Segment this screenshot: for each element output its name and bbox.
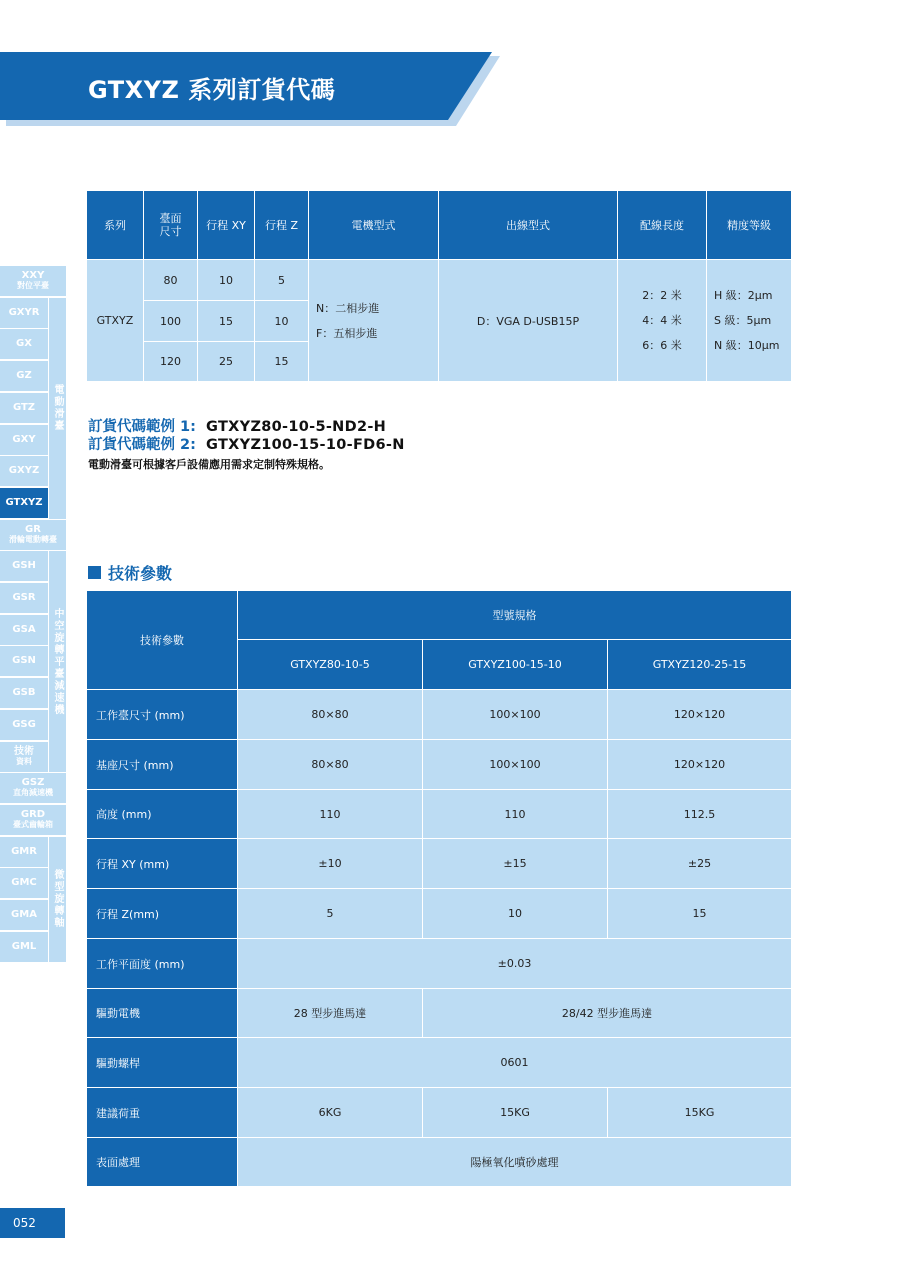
spec-row bbox=[87, 889, 792, 939]
precision-option: N 級：10μm bbox=[714, 339, 780, 352]
header-banner bbox=[0, 52, 500, 124]
spec-row bbox=[87, 839, 792, 889]
spec-cell: 28/42 型步進馬達 bbox=[423, 989, 792, 1038]
sidenav-item-sublabel: 臺式齒輪箱 bbox=[13, 819, 53, 829]
sidenav-item-label: GZ bbox=[16, 370, 32, 382]
spec-row-label: 高度 (mm) bbox=[87, 790, 238, 839]
spec-cell: ±25 bbox=[608, 839, 792, 889]
page-title: GTXYZ 系列訂貨代碼 bbox=[88, 76, 336, 104]
order-row bbox=[87, 260, 792, 301]
sidenav-item-sublabel: 對位平臺 bbox=[17, 281, 49, 290]
spec-cell: 15KG bbox=[608, 1088, 792, 1138]
order-size-cell: 80 bbox=[144, 260, 198, 301]
spec-group-header: 型號規格 bbox=[238, 591, 792, 640]
spec-cell: 陽極氧化噴砂處理 bbox=[238, 1138, 792, 1187]
motor-option: F：五相步進 bbox=[316, 326, 378, 340]
spec-row bbox=[87, 740, 792, 790]
spec-row bbox=[87, 989, 792, 1038]
sidenav-group-label: 中空旋轉平臺減速機 bbox=[49, 551, 66, 772]
order-z-cell: 15 bbox=[255, 342, 309, 382]
sidenav-item-label: GXYZ bbox=[8, 465, 40, 477]
sidenav-item-gtxyz[interactable] bbox=[0, 488, 48, 519]
order-size-cell: 120 bbox=[144, 342, 198, 382]
spec-cell: 10 bbox=[423, 889, 608, 939]
sidenav-item-label: GTZ bbox=[12, 401, 36, 413]
order-header-precision: 精度等級 bbox=[707, 191, 792, 260]
order-header-row bbox=[87, 191, 792, 260]
sidenav-item-label: GSA bbox=[12, 623, 36, 635]
sidenav-item-gr[interactable] bbox=[0, 520, 66, 551]
example-1-label: 訂貨代碼範例 1: bbox=[88, 419, 196, 435]
order-header-series: 系列 bbox=[87, 191, 144, 260]
sidenav-item-gz[interactable] bbox=[0, 361, 48, 392]
sidenav-item-label: GTXYZ bbox=[5, 496, 43, 508]
spec-model-header: GTXYZ120-25-15 bbox=[608, 640, 792, 690]
sidenav-item-label: GXY bbox=[12, 433, 36, 445]
order-motor-cell bbox=[309, 260, 439, 382]
spec-cell: 100×100 bbox=[423, 740, 608, 790]
sidenav-item-gma[interactable] bbox=[0, 900, 48, 931]
spec-cell: 15 bbox=[608, 889, 792, 939]
sidenav-item-gxy[interactable] bbox=[0, 425, 48, 456]
spec-cell: 110 bbox=[423, 790, 608, 839]
sidenav-item-gsh[interactable] bbox=[0, 551, 48, 582]
sidenav-item-gxyr[interactable] bbox=[0, 298, 48, 329]
sidenav-item-gmr[interactable] bbox=[0, 837, 48, 868]
sidenav-item-gsg[interactable] bbox=[0, 710, 48, 741]
sidenav-item-label: GXYR bbox=[8, 306, 40, 318]
order-wire-cell: D：VGA D-USB15P bbox=[439, 260, 618, 382]
order-z-cell: 5 bbox=[255, 260, 309, 301]
spec-row bbox=[87, 1038, 792, 1088]
spec-row-label: 驅動電機 bbox=[87, 989, 238, 1038]
spec-cell: 120×120 bbox=[608, 690, 792, 740]
order-precision-cell bbox=[707, 260, 792, 382]
order-header-motor: 電機型式 bbox=[309, 191, 439, 260]
sidenav-item-label: GRD bbox=[20, 808, 46, 820]
sidenav-item-label: GMR bbox=[11, 845, 37, 857]
length-option: 4：4 米 bbox=[642, 314, 682, 327]
sidenav-item-gsz[interactable] bbox=[0, 773, 66, 804]
spec-cell: 0601 bbox=[238, 1038, 792, 1088]
spec-cell: ±15 bbox=[423, 839, 608, 889]
order-examples bbox=[88, 418, 405, 472]
spec-row-label: 驅動螺桿 bbox=[87, 1038, 238, 1088]
order-xy-cell: 15 bbox=[198, 301, 255, 342]
spec-cell: 6KG bbox=[238, 1088, 423, 1138]
sidenav-item-sublabel: 直角減速機 bbox=[13, 788, 53, 798]
sidenav-item-label: GSB bbox=[12, 687, 36, 699]
sidenav-item-gml[interactable] bbox=[0, 932, 48, 963]
sidenav-item-技術[interactable] bbox=[0, 742, 48, 773]
length-option: 2：2 米 bbox=[642, 289, 682, 302]
spec-model-header: GTXYZ80-10-5 bbox=[238, 640, 423, 690]
precision-option: H 級：2μm bbox=[714, 289, 773, 302]
sidenav-item-gtz[interactable] bbox=[0, 393, 48, 424]
spec-row-label: 行程 Z(mm) bbox=[87, 889, 238, 939]
spec-cell: ±10 bbox=[238, 839, 423, 889]
order-series-cell: GTXYZ bbox=[87, 260, 144, 382]
sidenav-item-gmc[interactable] bbox=[0, 868, 48, 899]
order-header-length: 配線長度 bbox=[618, 191, 707, 260]
sidenav-item-label: GSG bbox=[12, 718, 36, 730]
spec-row-label: 建議荷重 bbox=[87, 1088, 238, 1138]
spec-cell: ±0.03 bbox=[238, 939, 792, 989]
spec-row bbox=[87, 939, 792, 989]
spec-cell: 15KG bbox=[423, 1088, 608, 1138]
spec-model-header: GTXYZ100-15-10 bbox=[423, 640, 608, 690]
length-option: 6：6 米 bbox=[642, 339, 682, 352]
spec-cell: 110 bbox=[238, 790, 423, 839]
order-code-table bbox=[86, 190, 792, 382]
spec-row-label: 工作臺尺寸 (mm) bbox=[87, 690, 238, 740]
order-example-2 bbox=[88, 436, 405, 454]
spec-cell: 120×120 bbox=[608, 740, 792, 790]
sidenav-item-gsr[interactable] bbox=[0, 583, 48, 614]
spec-cell: 100×100 bbox=[423, 690, 608, 740]
sidenav-group-label: 電動滑臺 bbox=[49, 298, 66, 519]
spec-row-label: 工作平面度 (mm) bbox=[87, 939, 238, 989]
sidenav-item-sublabel: 資料 bbox=[16, 756, 32, 766]
sidenav-item-gsb[interactable] bbox=[0, 678, 48, 709]
spec-cell: 28 型步進馬達 bbox=[238, 989, 423, 1038]
spec-cell: 112.5 bbox=[608, 790, 792, 839]
spec-cell: 80×80 bbox=[238, 740, 423, 790]
motor-option: N：二相步進 bbox=[316, 301, 380, 315]
sidenav-item-label: GMA bbox=[11, 909, 37, 920]
sidenav-item-label: GSH bbox=[12, 560, 36, 572]
order-xy-cell: 25 bbox=[198, 342, 255, 382]
sidenav-item-label: 技術 bbox=[14, 745, 34, 757]
square-bullet-icon bbox=[88, 566, 101, 579]
sidenav-item-xxy[interactable] bbox=[0, 266, 66, 297]
spec-row bbox=[87, 1088, 792, 1138]
sidenav-item-gsa[interactable] bbox=[0, 615, 48, 646]
spec-section-title bbox=[88, 561, 172, 584]
spec-corner-header: 技術參數 bbox=[87, 591, 238, 690]
page-number: 052 bbox=[0, 1208, 65, 1238]
order-header-wire: 出線型式 bbox=[439, 191, 618, 260]
order-length-cell bbox=[618, 260, 707, 382]
sidenav-item-label: GSN bbox=[12, 655, 36, 667]
sidenav-item-label: XXY bbox=[21, 270, 45, 281]
spec-row bbox=[87, 1138, 792, 1187]
order-header-stroke-xy: 行程 XY bbox=[198, 191, 255, 260]
spec-section-label: 技術參數 bbox=[108, 564, 173, 583]
example-2-code: GTXYZ100-15-10-FD6-N bbox=[206, 437, 405, 453]
sidenav-group-label: 微型旋轉軸 bbox=[49, 837, 66, 963]
spec-row-label: 行程 XY (mm) bbox=[87, 839, 238, 889]
example-2-label: 訂貨代碼範例 2: bbox=[88, 437, 196, 453]
spec-cell: 5 bbox=[238, 889, 423, 939]
order-size-cell: 100 bbox=[144, 301, 198, 342]
sidenav-item-label: GSR bbox=[12, 592, 36, 603]
precision-option: S 級：5μm bbox=[714, 314, 772, 327]
sidenav-item-label: GSZ bbox=[21, 777, 45, 789]
order-example-1 bbox=[88, 418, 405, 436]
order-header-size: 臺面尺寸 bbox=[144, 191, 198, 260]
sidenav-item-gx[interactable] bbox=[0, 329, 48, 360]
order-z-cell: 10 bbox=[255, 301, 309, 342]
sidenav-item-grd[interactable] bbox=[0, 805, 66, 836]
sidenav-item-label: GML bbox=[11, 940, 37, 952]
spec-row-label: 表面處理 bbox=[87, 1138, 238, 1187]
spec-cell: 80×80 bbox=[238, 690, 423, 740]
sidenav-item-label: GR bbox=[25, 523, 41, 535]
spec-header-row bbox=[87, 591, 792, 640]
sidenav-item-label: GX bbox=[16, 338, 32, 350]
spec-row bbox=[87, 790, 792, 839]
order-xy-cell: 10 bbox=[198, 260, 255, 301]
customization-note: 電動滑臺可根據客戶設備應用需求定制特殊規格。 bbox=[88, 458, 330, 471]
spec-row-label: 基座尺寸 (mm) bbox=[87, 740, 238, 790]
sidenav-item-sublabel: 滑輪電動轉臺 bbox=[9, 534, 57, 544]
sidenav-item-gxyz[interactable] bbox=[0, 456, 48, 487]
spec-row bbox=[87, 690, 792, 740]
order-header-stroke-z: 行程 Z bbox=[255, 191, 309, 260]
sidenav-item-label: GMC bbox=[11, 877, 37, 889]
spec-table bbox=[86, 590, 792, 1187]
example-1-code: GTXYZ80-10-5-ND2-H bbox=[206, 419, 387, 435]
sidenav-item-gsn[interactable] bbox=[0, 646, 48, 677]
